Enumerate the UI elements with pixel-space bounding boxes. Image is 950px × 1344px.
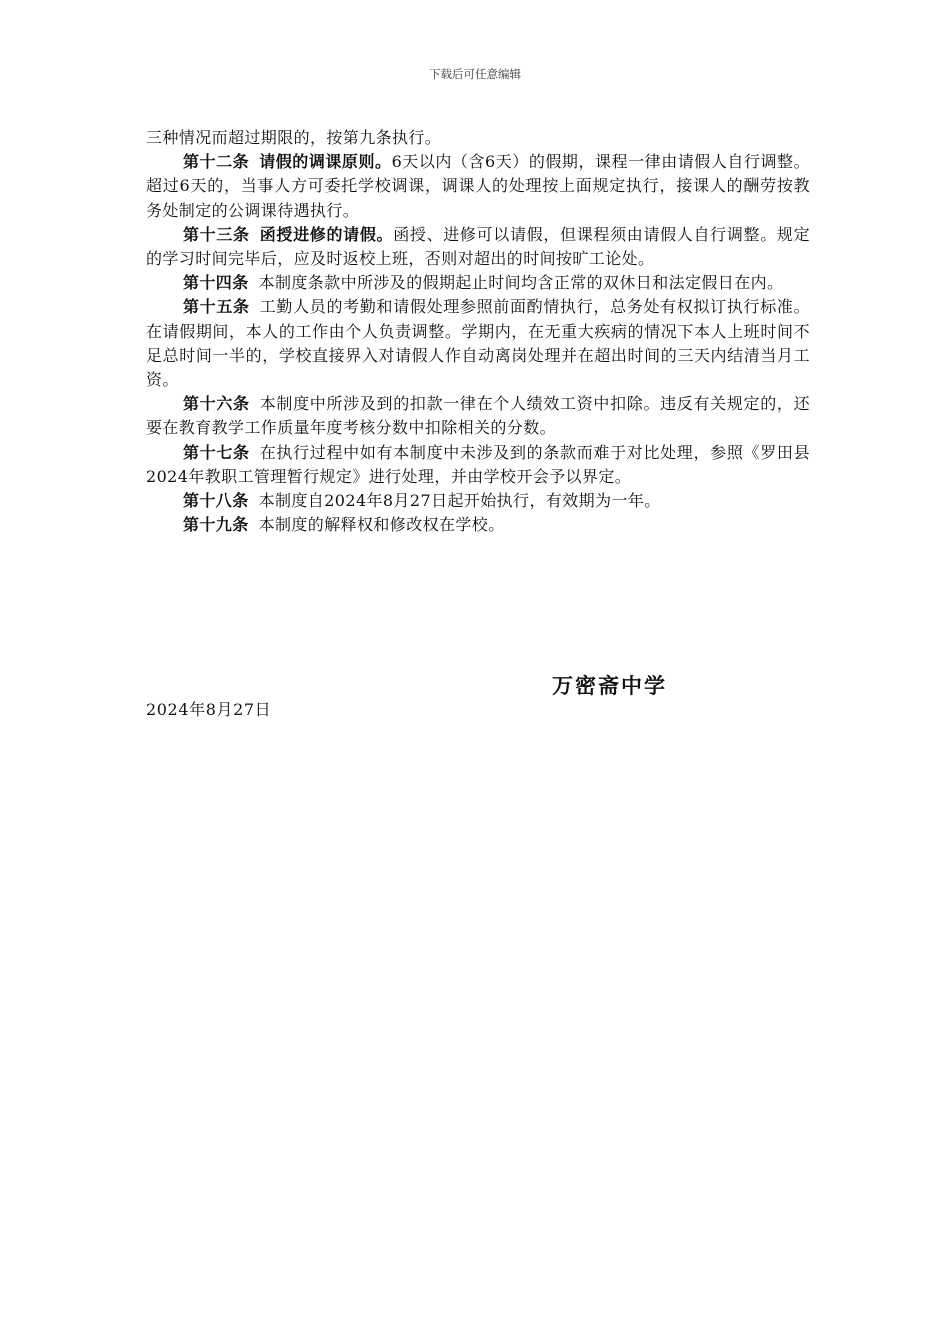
article-text: 本制度的解释权和修改权在学校。: [258, 515, 505, 535]
article-18: [146, 489, 810, 513]
article-17: [146, 441, 810, 489]
article-text: 在执行过程中如有本制度中未涉及到的条款而难于对比处理，参照《罗田县2024年教职工管理暂行规定》进行处理，并由学校开会予以界定。: [146, 442, 810, 486]
article-text: 本制度中所涉及到的扣款一律在个人绩效工资中扣除。违反有关规定的，还要在教育教学工作质量年度考核分数中扣除相关的分数。: [146, 394, 810, 438]
article-15: [146, 295, 810, 392]
article-number: 第十四条: [183, 273, 249, 293]
article-text: 工勤人员的考勤和请假处理参照前面酌情执行，总务处有权拟订执行标准。在请假期间，本人的工作由个人负责调整。学期内，在无重大疾病的情况下本人上班时间不足总时间一半的，学校直接界入对请假人作自动离岗处理并在超出时间的三天内结清当月工资。: [146, 297, 810, 390]
signature-date: 2024年8月27日: [146, 700, 272, 719]
page-header: 下载后可任意编辑: [429, 67, 521, 81]
article-13: [146, 223, 810, 271]
school-name: 万密斋中学: [552, 673, 667, 698]
article-16: [146, 392, 810, 440]
article-19: [146, 513, 810, 537]
article-number: 第十七条: [183, 442, 250, 462]
article-14: [146, 271, 810, 295]
article-number: 第十六条: [183, 394, 250, 414]
document-body: [146, 126, 810, 537]
article-text: 本制度条款中所涉及的假期起止时间均含正常的双休日和法定假日在内。: [258, 273, 784, 293]
continuation-paragraph: 三种情况而超过期限的，按第九条执行。: [146, 128, 442, 147]
article-number: 第十九条: [183, 515, 249, 535]
article-text: 6天以内（含6天）的假期，课程一律由请假人自行调整。超过6天的，当事人方可委托学校调课，调课人的处理按上面规定执行，接课人的酬劳按教务处制定的公调课待遇执行。: [146, 152, 810, 220]
article-text: 函授、进修可以请假，但课程须由请假人自行调整。规定的学习时间完毕后，应及时返校上班，否则对超出的时间按旷工论处。: [146, 224, 810, 269]
article-title: 函授进修的请假。: [259, 224, 394, 244]
article-number: 第十二条: [183, 152, 250, 172]
article-text: 本制度自2024年8月27日起开始执行，有效期为一年。: [258, 491, 661, 511]
article-title: 请假的调课原则。: [259, 152, 392, 172]
article-number: 第十八条: [183, 491, 249, 511]
article-number: 第十五条: [183, 297, 250, 317]
article-number: 第十三条: [183, 224, 250, 244]
article-12: [146, 150, 810, 223]
